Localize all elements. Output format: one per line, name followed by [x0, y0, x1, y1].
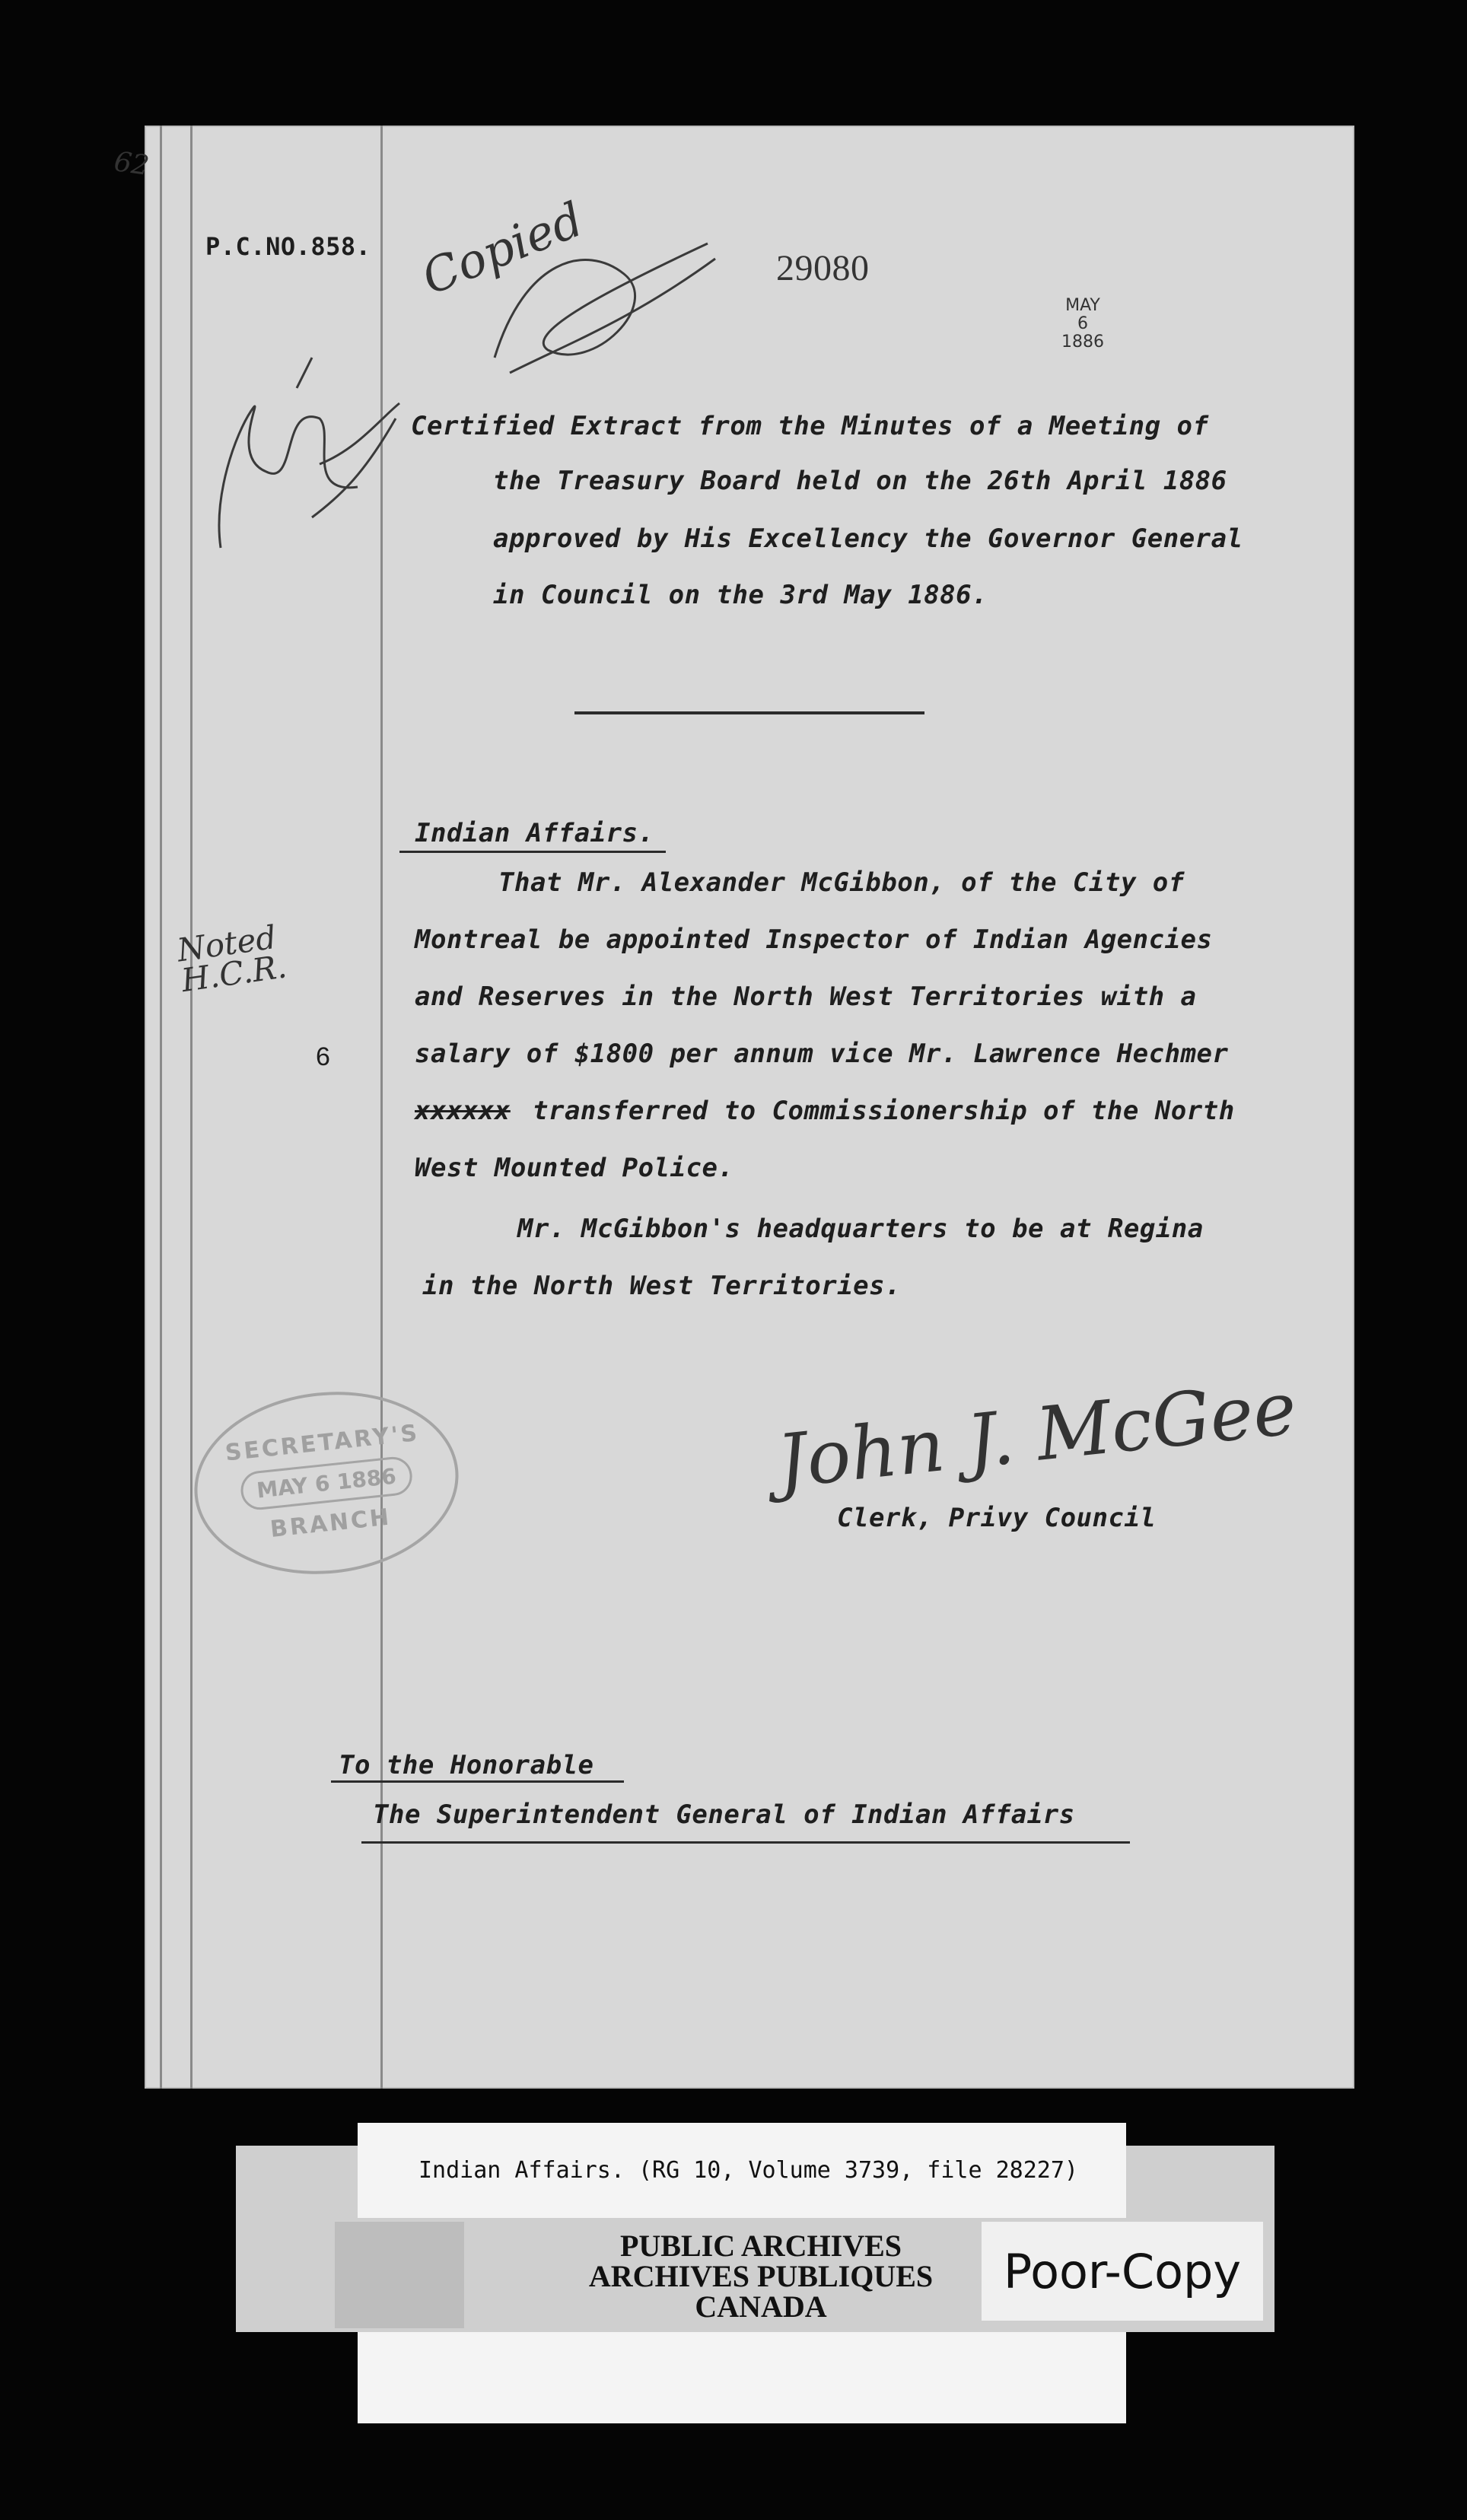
copied-note: Copied [414, 191, 591, 306]
body-line-3: and Reserves in the North West Territories with a [415, 982, 1197, 1012]
body-line-1: That Mr. Alexander McGibbon, of the City of [498, 867, 1185, 898]
archive-line-3: CANADA [695, 2289, 827, 2324]
date-note-month: MAY [1065, 296, 1100, 315]
archive-reference: Indian Affairs. (RG 10, Volume 3739, file 28227) [358, 2123, 1126, 2218]
archive-line-1: PUBLIC ARCHIVES [619, 2229, 902, 2263]
body-line-5: transferred to Commissionership of the North [533, 1096, 1235, 1126]
address-line-1: To the Honorable [339, 1750, 594, 1780]
signature: John J. McGee [773, 1365, 1300, 1505]
heading-divider [574, 711, 924, 714]
heading-line-3: approved by His Excellency the Governor General [493, 523, 1243, 554]
margin-noted: Noted H.C.R. [174, 918, 289, 1000]
corner-pencil-mark: 62 [112, 146, 151, 182]
heading-line-1: Certified Extract from the Minutes of a Meeting of [411, 411, 1209, 441]
stamp-bottom-text: BRANCH [269, 1503, 393, 1543]
pc-number: P.C.NO.858. [205, 232, 371, 261]
address-underline-2 [361, 1841, 1130, 1844]
date-note-day: 6 [1077, 314, 1088, 333]
copied-initials-scribble [479, 228, 723, 388]
section-title: Indian Affairs. [415, 818, 654, 848]
body-line-8: in the North West Territories. [422, 1271, 902, 1301]
address-line-2: The Superintendent General of Indian Affairs [373, 1799, 1075, 1830]
stamp-date: MAY 6 1886 [239, 1455, 414, 1511]
stamp-top-text: SECRETARY'S [224, 1419, 421, 1467]
poor-copy-note: Poor-Copy [982, 2222, 1263, 2321]
file-number: 29080 [776, 248, 870, 288]
address-underline-1 [331, 1780, 624, 1783]
heading-line-4: in Council on the 3rd May 1886. [493, 580, 988, 610]
body-line-4: salary of $1800 per annum vice Mr. Lawrence Hechmer [415, 1039, 1229, 1069]
date-note-year: 1886 [1061, 332, 1104, 352]
margin-line-outer [160, 126, 162, 2089]
archive-stamp-text [525, 2231, 997, 2322]
heading-line-2: the Treasury Board held on the 26th April 1886 [493, 466, 1227, 496]
body-line-2: Montreal be appointed Inspector of Indian Agencies [415, 924, 1213, 955]
struck-word: xxxxxx [415, 1096, 511, 1126]
archive-line-2: ARCHIVES PUBLIQUES [588, 2259, 934, 2293]
body-line-6: West Mounted Police. [415, 1153, 734, 1183]
archive-blank-strip [358, 2332, 1126, 2423]
margin-scrawl [205, 342, 403, 563]
date-note [1061, 297, 1104, 352]
margin-number: 6 [316, 1042, 331, 1071]
margin-line-inner [190, 126, 193, 2089]
section-title-underline [399, 851, 666, 853]
archive-tab [335, 2222, 464, 2328]
signatory-title: Clerk, Privy Council [837, 1503, 1157, 1533]
body-line-7: Mr. McGibbon's headquarters to be at Regina [517, 1214, 1204, 1244]
